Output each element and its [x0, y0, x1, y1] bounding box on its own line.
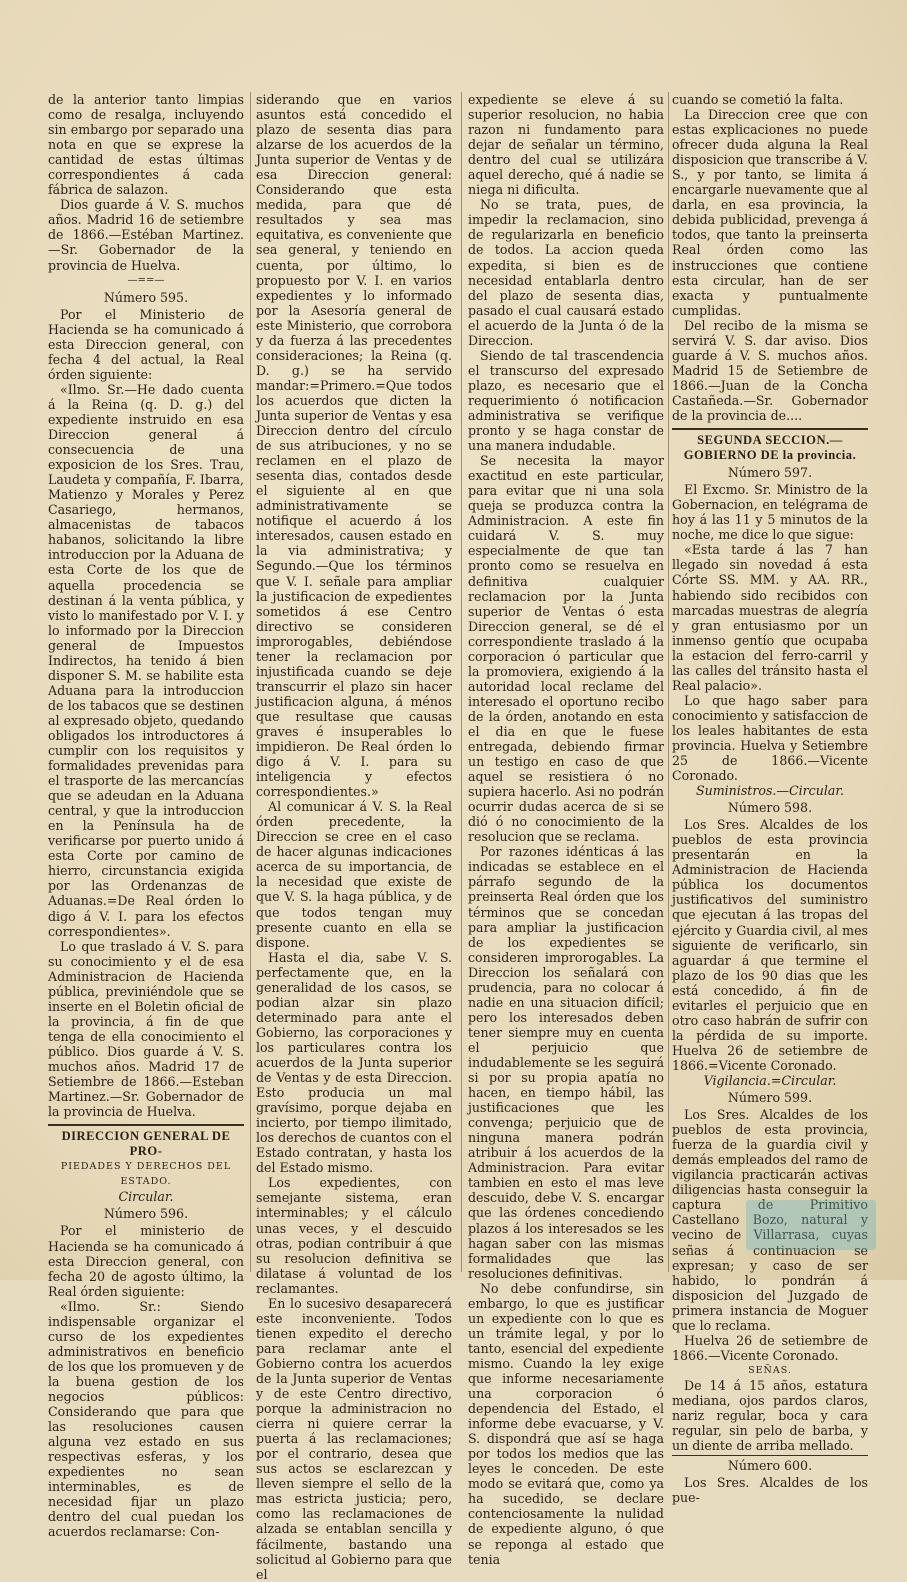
- paragraph: Por el ministerio de Hacienda se ha comunicado á esta Direccion general, con fecha 20 de agosto último, la Real órden siguiente:: [48, 1223, 244, 1299]
- paragraph: Los expedientes, con semejante sistema, eran interminables; y el cálculo unas veces, y el descuido otras, podian contribuir á que su resolucion definitiva se dilatase á voluntad de los reclamantes.: [256, 1175, 452, 1296]
- paragraph: El Excmo. Sr. Ministro de la Gobernacion, en telégrama de hoy á las 11 y 5 minutos de la noche, me dice lo que sigue:: [672, 482, 868, 543]
- paragraph: «Ilmo. Sr.: Siendo indispensable organizar el curso de los expedientes administrativos en beneficio de los que los promueven y de la buena gestion de los negocios públicos: Considerando que para que las resoluciones causen alguna vez estado en sus respectivas esferas, y los expedientes no sean interminables, es de necesidad fijar un plazo dentro del cual puedan los acuerdos reclamarse: Con-: [48, 1298, 244, 1540]
- paragraph: Por el Ministerio de Hacienda se ha comunicado á esta Direccion general, con fecha 4 del actual, la Real órden siguiente:: [48, 306, 244, 382]
- item-number: Número 600.: [727, 1458, 813, 1474]
- section-rule: [672, 428, 868, 430]
- paragraph: Los Sres. Alcaldes de los pueblos de esta provincia, fuerza de la guardia civil y demás empleados del ramo de vigilancia practicarán activas diligencias hasta conseguir la captura de Primitivo Castellano Bozo, natural y vecino de Villarrasa, cuyas señas á continuacion se expresan; y caso de ser habido, lo pondrán á disposicion del Juzgado de primera instancia de Moguer que lo reclama.: [672, 1107, 868, 1333]
- item-category: Suministros.—Circular.: [695, 783, 845, 799]
- column-rule: [250, 92, 251, 1272]
- column-4: [672, 92, 868, 1506]
- paragraph: En lo sucesivo desaparecerá este inconveniente. Todos tienen expedito el derecho para reclamar ante el Gobierno contra los acuerdos de la Junta superior de Ventas y de este Centro directivo, porque la administracion no cierra ni quiere cerrar la puerta á las reclamaciones; por el contrario, desea que sus actos se esclarezcan y lleven siempre el sello de la mas estricta justicia; pero, como las reclamaciones de alzada se entablan sencilla y fácilmente, bastando una solicitud al Gobierno para que el: [256, 1295, 452, 1582]
- paragraph: Hasta el dia, sabe V. S. perfectamente que, en la generalidad de los casos, se podian alzar sin plazo determinado para ante el Gobierno, las corporaciones y los particulares contra los acuerdos de la Junta superior de Ventas y de esta Direccion. Esto producia un mal gravísimo, porque dejaba en incierto, por tiempo ilimitado, los derechos de cuantos con el Estado contratan, y hasta los del Estado mismo.: [256, 949, 452, 1176]
- section-heading: SEGUNDA SECCION.—GOBIERNO DE la provincia.: [683, 433, 857, 463]
- column-rule: [461, 92, 462, 1272]
- column-2: [256, 92, 452, 1582]
- section-rule: [48, 1124, 244, 1126]
- paragraph: Al comunicar á V. S. la Real órden precedente, la Direccion se cree en el caso de hacer algunas indicaciones acerca de su importancia, de la necesidad que existe de que V. S. la haga pública, y de que todos tengan muy presente cuanto en ella se dispone.: [256, 799, 452, 950]
- item-number: Número 599.: [727, 1090, 813, 1106]
- paragraph: Los Sres. Alcaldes de los pue-: [672, 1475, 868, 1506]
- paragraph: No se trata, pues, de impedir la reclamacion, sino de regularizarla en beneficio de todos. La accion queda expedita, si bien es de necesidad entablarla dentro del plazo de sesenta dias, pasado el cual causará estado el acuerdo de la Junta ó de la Direccion.: [468, 197, 664, 348]
- item-number: Número 596.: [103, 1206, 189, 1222]
- separator: —==—: [127, 274, 165, 286]
- column-3: [468, 92, 664, 1567]
- paragraph: «Esta tarde á las 7 han llegado sin novedad á esta Córte SS. MM. y AA. RR., habiendo sido recibidos con marcadas muestras de alegría y gran entusiasmo por un inmenso gentío que ocupaba la estacion del ferro-carril y las calles del tránsito hasta el Real palacio».: [672, 542, 868, 693]
- paragraph: Dios guarde á V. S. muchos años. Madrid 16 de setiembre de 1866.—Estéban Martinez.—Sr. Gobernador de la provincia de Huelva.: [48, 197, 244, 273]
- paragraph: Por razones idénticas á las indicadas se establece en el párrafo segundo de la preinserta Real órden que los términos que se concedan para ampliar la justificacion de los expedientes se consideren improrogables. La Direccion los señalará con prudencia, para no colocar á nadie en una situacion difícil; pero los interesados deben tener siempre muy en cuenta el perjuicio que indudablemente se les seguirá si por su propia apatía no hacen, en tiempo hábil, las justificaciones que les convenga; perjuicio que de ninguna manera podrán atribuir á los acuerdos de la Administracion. Para evitar tambien en esto el mas leve descuido, debe V. S. encargar que las órdenes concediendo plazos á los interesados se les hagan saber con las mismas formalidades que las resoluciones definitivas.: [468, 844, 664, 1281]
- item-number: Número 597.: [727, 465, 813, 481]
- paragraph: La Direccion cree que con estas explicaciones no puede ofrecer duda alguna la Real disposicion que transcribe á V. S., y por tanto, se limita á encargarle nuevamente que al darla, en esa provincia, la debida publicidad, prevenga á todos, que tanto la preinserta Real órden como las instrucciones que contiene esta circular, han de ser exacta y puntualmente cumplidas.: [672, 107, 868, 318]
- paragraph: Siendo de tal trascendencia el transcurso del expresado plazo, es necesario que el requerimiento ó notificacion administrativa se verifique pronto y se haga constar de una manera indudable.: [468, 347, 664, 454]
- library-stamp: [746, 1200, 876, 1250]
- paragraph: siderando que en varios asuntos está concedido el plazo de sesenta dias para alzarse de los acuerdos de la Junta superior de Ventas y de esa Direccion general: Considerando que esta medida, para que dé resultados y sea mas equitativa, es conveniente que sea general, y teniendo en cuenta, por último, lo propuesto por V. I. en varios expedientes y lo informado por la Asesoría general de este Ministerio, que corrobora y da fuerza á las precedentes consideraciones; la Reina (q. D. g.) se ha servido mandar:=Primero.=Que todos los acuerdos que dicten la Junta superior de Ventas y esa Direccion dentro del círculo de sus atribuciones, y no se reclamen en el plazo de sesenta dias, contados desde el siguiente al en que administrativamente se notifique el acuerdo á los interesados, causen estado en la via administrativa; y Segundo.—Que los términos que V. I. señale para ampliar la justificacion de expedientes sometidos á ese Centro directivo se consideren improrogables, debiéndose tener la reclamacion por injustificada cuando se deje transcurrir el plazo sin hacer justificacion alguna, á ménos que resultase que causas graves é insuperables lo impidieron. De Real órden lo digo á V. I. para su inteligencia y efectos correspondientes.»: [256, 92, 452, 800]
- paragraph: expediente se eleve á su superior resolucion, no habia razon ni fundamento para dejar de señalar un término, dentro del cual se utilizára aquel derecho, qué á nadie se niega ni dificulta.: [468, 92, 664, 198]
- section-heading: DIRECCION GENERAL DE PRO-: [61, 1129, 231, 1159]
- item-number: Número 598.: [727, 800, 813, 816]
- section-subheading: SEÑAS.: [748, 1364, 792, 1376]
- item-number: Número 595.: [103, 289, 189, 305]
- paragraph: cuando se cometió la falta.: [672, 92, 844, 107]
- column-rule: [668, 92, 669, 1272]
- item-category: Vigilancia.=Circular.: [703, 1073, 837, 1088]
- item-category: Circular.: [118, 1189, 174, 1205]
- paragraph: «Ilmo. Sr.—He dado cuenta á la Reina (q. D. g.) del expediente instruido en esa Direccion general á consecuencia de una exposicion de los Sres. Trau, Laudeta y compañía, F. Ibarra, Matienzo y Morales y Perez Casariego, hermanos, almacenistas de tabacos habanos, solicitando la libre introduccion por la Aduana de esta Corte de los que de aquella procedencia se destinan á la venta pública, y visto lo manifestado por V. I. y lo informado por la Direccion general de Impuestos Indirectos, ha tenido á bien disponer S. M. se habilite esta Aduana para la introduccion de los tabacos que se destinen al expresado objeto, quedando obligados los introductores á cumplir con los requisitos y formalidades prevenidas para el trasporte de las mercancías que se adeudan en la Aduana central, y que la introduccion en la Península ha de verificarse por puerto unido á esta Corte por camino de hierro, circunstancia exigida por las Ordenanzas de Aduanas.=De Real órden lo digo á V. I. para los efectos correspondientes».: [48, 381, 244, 939]
- paragraph: Se necesita la mayor exactitud en este particular, para evitar que ni una sola queja se produzca contra la Administracion. A este fin cuidará V. S. muy especialmente de que tan pronto como se resuelva en definitiva cualquier reclamacion por la Junta superior de Ventas ó esta Direccion general, se dé el correspondiente traslado á la corporacion ó particular que la promoviera, exigiendo á la autoridad local reclame del interesado el oportuno recibo de la órden, anotando en esta el dia en que le fuese entregada, debiendo firmar un testigo en caso de que aquel se resistiera ó no supiera hacerlo. Asi no podrán ocurrir dudas acerca de si se dió ó no conocimiento de la resolucion que se reclama.: [468, 453, 664, 845]
- paragraph: de la anterior tanto limpias como de resalga, incluyendo sin embargo por separado una nota en que se exprese la cantidad de estas últimas correspondientes á cada fábrica de salazon.: [48, 92, 244, 198]
- section-rule: [672, 1455, 868, 1456]
- section-subheading: PIEDADES Y DERECHOS DEL ESTADO.: [60, 1161, 232, 1188]
- column-1: [48, 92, 244, 1540]
- paragraph: Lo que hago saber para conocimiento y satisfaccion de los leales habitantes de esta provincia. Huelva y Setiembre 25 de 1866.—Vicente Coronado.: [672, 692, 868, 784]
- paragraph: No debe confundirse, sin embargo, lo que es justificar un expediente con lo que es un trámite legal, y por lo tanto, esencial del expediente mismo. Cuando la ley exige que informe necesariamente una corporacion ó dependencia del Estado, el informe debe evacuarse, y V. S. dispondrá que así se haga por todos los medios que las leyes le conceden. De este modo se evitará que, como ya ha sucedido, se declare contenciosamente la nulidad de expediente alguno, ó que se reponga al estado que tenia: [468, 1280, 664, 1567]
- paragraph: Huelva 26 de setiembre de 1866.—Vicente Coronado.: [672, 1332, 868, 1363]
- paragraph: Lo que traslado á V. S. para su conocimiento y el de esa Administracion de Hacienda pública, previniéndole que se inserte en el Boletin oficial de la provincia, á fin de que tenga de ella conocimiento el público. Dios guarde á V. S. muchos años. Madrid 17 de Setiembre de 1866.—Esteban Martinez.—Sr. Gobernador de la provincia de Huelva.: [48, 938, 244, 1120]
- paragraph: Los Sres. Alcaldes de los pueblos de esta provincia presentarán en la Administracion de Hacienda pública los documentos justificativos del suministro que ejecutan á las tropas del ejército y Guardia civil, al mes siguiente de verificarlo, sin aguardar á que termine el plazo de los 90 dias que les está concedido, á fin de evitarles el perjuicio que en otro caso habrán de sufrir con la pérdida de su importe. Huelva 26 de setiembre de 1866.=Vicente Coronado.: [672, 817, 868, 1073]
- paragraph: Del recibo de la misma se servirá V. S. dar aviso. Dios guarde á V. S. muchos años. Madrid 15 de Setiembre de 1866.—Juan de la Concha Castañeda.—Sr. Gobernador de la provincia de....: [672, 317, 868, 423]
- paragraph: De 14 á 15 años, estatura mediana, ojos pardos claros, nariz regular, boca y cara regular, sin pelo de barba, y un diente de arriba mellado.: [672, 1377, 868, 1454]
